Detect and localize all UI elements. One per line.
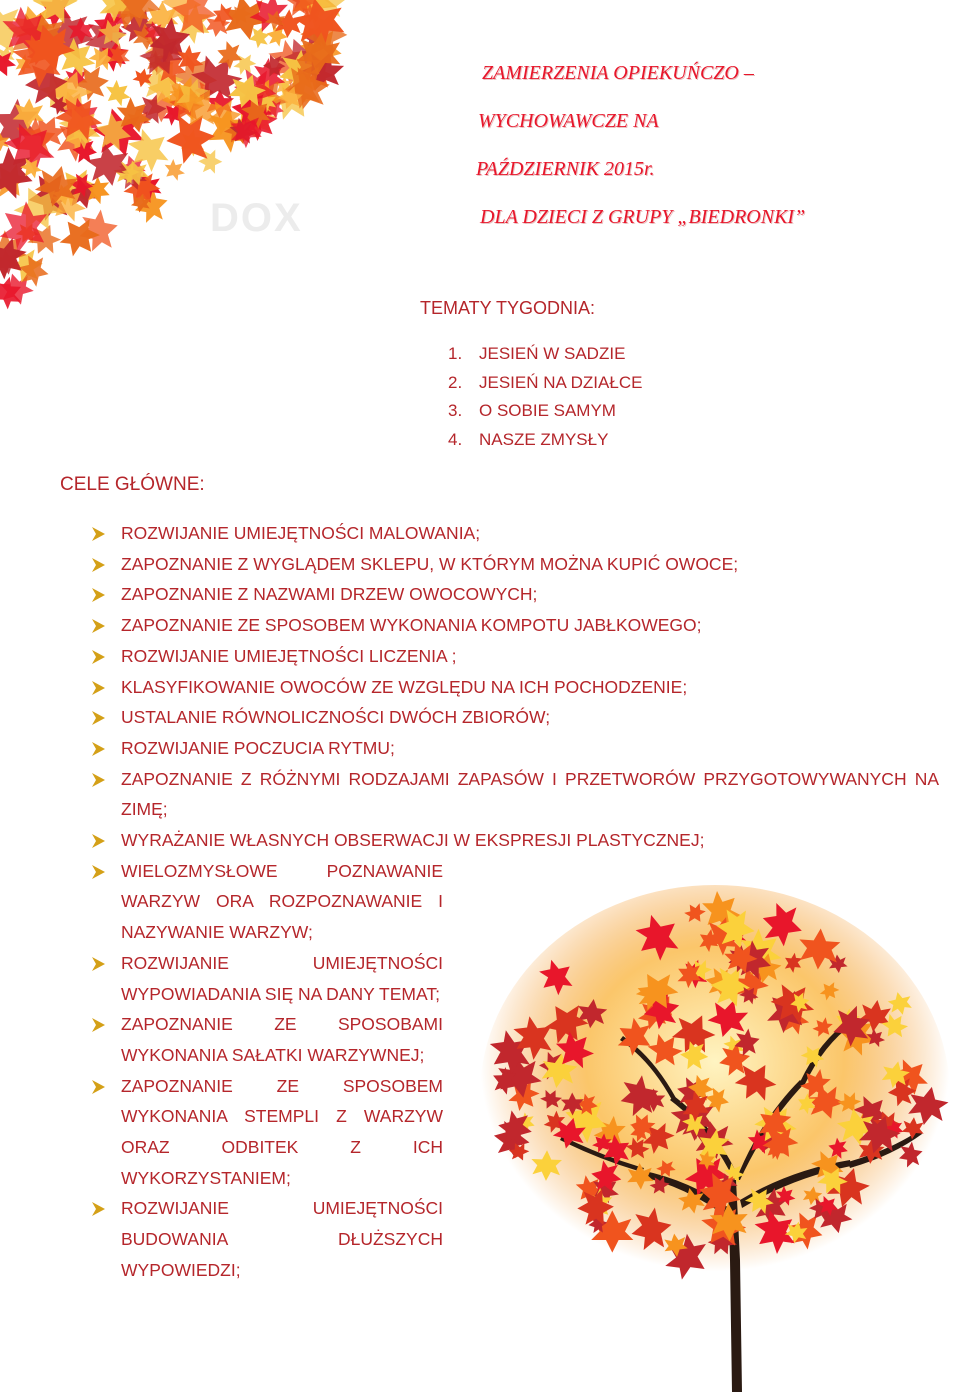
goals-heading: CELE GŁÓWNE: (60, 474, 205, 495)
autumn-tree-illustration (470, 880, 960, 1392)
goal-text: ZAPOZNANIE ZE SPOSOBEM WYKONANIA STEMPLI Z WARZYW ORAZ ODBITEK Z ICH WYKORZYSTANIEM; (121, 1075, 443, 1188)
arrowhead-bullet-icon (92, 1202, 105, 1216)
goal-item (92, 856, 443, 948)
topic-item (448, 399, 642, 428)
goal-text: ZAPOZNANIE ZE SPOSOBEM WYKONANIA KOMPOTU JABŁKOWEGO; (121, 615, 702, 636)
goal-item (92, 702, 939, 733)
arrowhead-bullet-icon (92, 619, 105, 633)
arrowhead-bullet-icon (92, 588, 105, 602)
topic-item (448, 371, 642, 400)
topics-list (448, 342, 642, 456)
goal-text: WYRAŻANIE WŁASNYCH OBSERWACJI W EKSPRESJI PLASTYCZNEJ; (121, 830, 705, 851)
goal-item (92, 579, 939, 610)
goal-text: USTALANIE RÓWNOLICZNOŚCI DWÓCH ZBIORÓW; (121, 707, 551, 728)
arrowhead-bullet-icon (92, 1080, 105, 1094)
goal-item (92, 672, 939, 703)
topic-item (448, 428, 642, 457)
goal-item (92, 1193, 443, 1285)
title-line-3: PAŹDZIERNIK 2015r. (476, 158, 655, 180)
goal-item (92, 1071, 443, 1194)
watermark: DOX (210, 196, 303, 240)
topic-number: 1. (448, 344, 463, 363)
arrowhead-bullet-icon (92, 957, 105, 971)
topic-label: NASZE ZMYSŁY (479, 429, 609, 449)
goal-text: ROZWIJANIE UMIEJĘTNOŚCI MALOWANIA; (121, 523, 481, 543)
goal-text: ROZWIJANIE UMIEJĘTNOŚCI LICZENIA ; (121, 645, 457, 666)
arrowhead-bullet-icon (92, 773, 105, 787)
arrowhead-bullet-icon (92, 1018, 105, 1032)
goal-item (92, 518, 939, 549)
arrowhead-bullet-icon (92, 681, 105, 695)
arrowhead-bullet-icon (92, 834, 105, 848)
topic-number: 2. (448, 372, 463, 392)
topic-label: JESIEŃ NA DZIAŁCE (479, 372, 643, 392)
goal-item (92, 733, 939, 764)
goal-text: ZAPOZNANIE Z NAZWAMI DRZEW OWOCOWYCH; (121, 584, 538, 605)
goal-item (92, 764, 939, 825)
arrowhead-bullet-icon (92, 711, 105, 725)
arrowhead-bullet-icon (92, 558, 105, 572)
arrowhead-bullet-icon (92, 650, 105, 664)
goal-text: KLASYFIKOWANIE OWOCÓW ZE WZGLĘDU NA ICH POCHODZENIE; (121, 676, 688, 697)
topics-heading: TEMATY TYGODNIA: (420, 298, 596, 318)
goal-text: ZAPOZNANIE Z RÓŻNYMI RODZAJAMI ZAPASÓW I PRZETWORÓW PRZYGOTOWYWANYCH NA ZIMĘ; (121, 768, 939, 820)
goal-text: ROZWIJANIE UMIEJĘTNOŚCI WYPOWIADANIA SIĘ NA DANY TEMAT; (121, 952, 443, 1004)
topic-number: 4. (448, 429, 463, 449)
goal-item (92, 1009, 443, 1070)
title-line-4: DLA DZIECI Z GRUPY „BIEDRONKI” (480, 206, 806, 228)
goal-item (92, 610, 939, 641)
goal-text: ROZWIJANIE POCZUCIA RYTMU; (121, 737, 395, 758)
goal-text: ROZWIJANIE UMIEJĘTNOŚCI BUDOWANIA DŁUŻSZYCH WYPOWIEDZI; (121, 1198, 443, 1280)
arrowhead-bullet-icon (92, 742, 105, 756)
goal-item (92, 948, 443, 1009)
topic-number: 3. (448, 401, 463, 420)
topic-item (448, 342, 642, 371)
document-title (476, 56, 946, 248)
goal-text: ZAPOZNANIE ZE SPOSOBAMI WYKONANIA SAŁATKI WARZYWNEJ; (121, 1014, 443, 1065)
goal-text: ZAPOZNANIE Z WYGLĄDEM SKLEPU, W KTÓRYM MOŻNA KUPIĆ OWOCE; (121, 553, 739, 574)
topic-label: JESIEŃ W SADZIE (479, 344, 626, 363)
goal-item (92, 825, 939, 856)
topic-label: O SOBIE SAMYM (479, 401, 616, 420)
arrowhead-bullet-icon (92, 527, 105, 541)
title-line-1: ZAMIERZENIA OPIEKUŃCZO – (482, 62, 754, 84)
arrowhead-bullet-icon (92, 865, 105, 879)
autumn-leaves-decoration (0, 0, 350, 350)
goal-text: WIELOZMYSŁOWE POZNAWANIE WARZYW ORA ROZPOZNAWANIE I NAZYWANIE WARZYW; (121, 860, 443, 943)
goal-item (92, 549, 939, 580)
goal-item (92, 641, 939, 672)
title-line-2: WYCHOWAWCZE NA (478, 110, 659, 132)
